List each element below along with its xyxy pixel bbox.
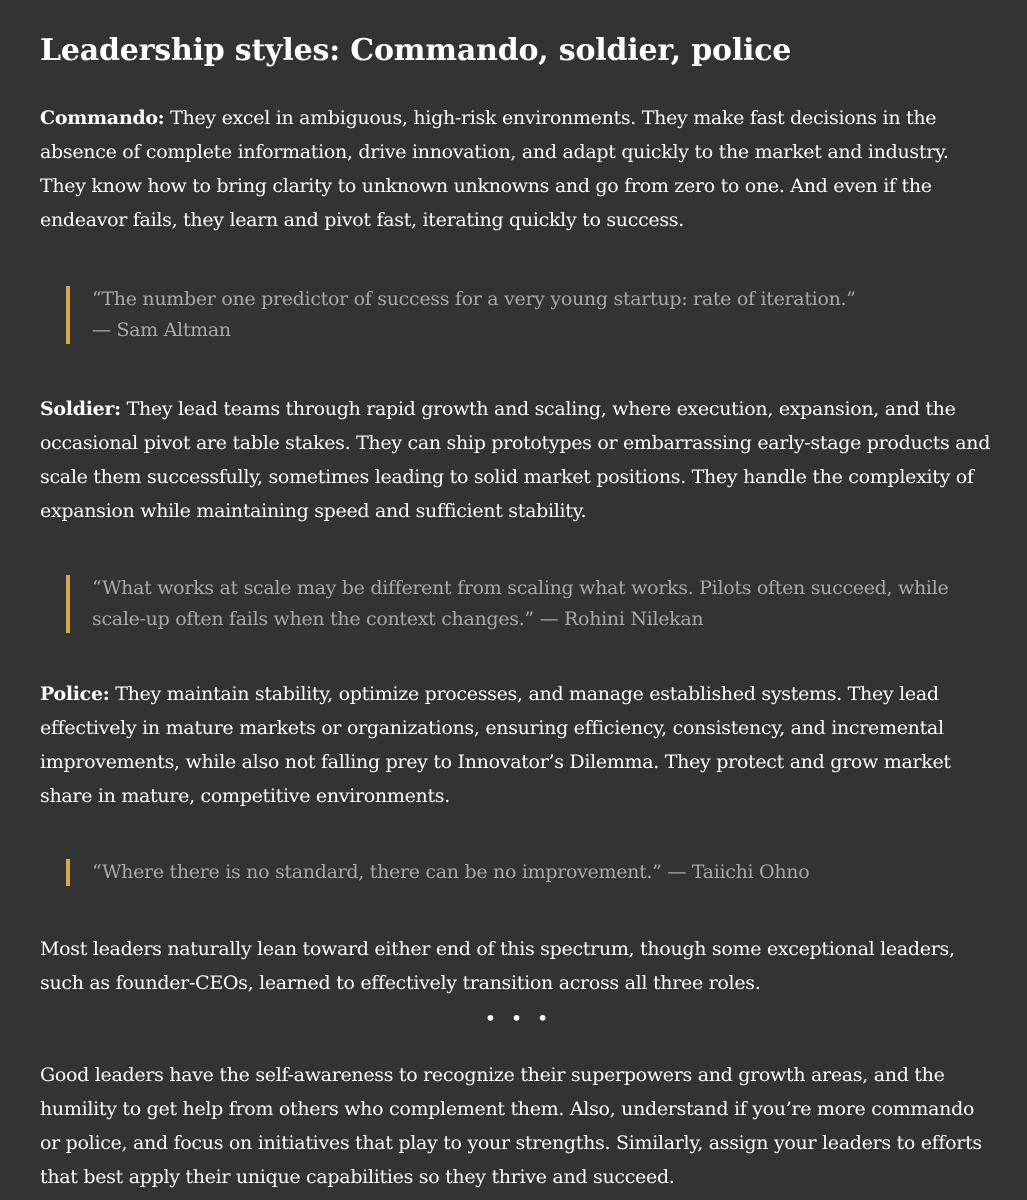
police-term: Police:: [40, 683, 110, 705]
quote-text: “What works at scale may be different from scaling what works. Pilots often succeed, while scale-up often fails when the context changes.”: [92, 577, 949, 630]
quote-author: — Taiichi Ohno: [667, 861, 810, 883]
commando-term: Commando:: [40, 107, 165, 129]
soldier-paragraph: [40, 392, 997, 528]
quote-bar: [66, 575, 70, 633]
police-paragraph: [40, 677, 997, 813]
summary-paragraph: Most leaders naturally lean toward either end of this spectrum, though some exceptional leaders, such as founder-CEOs, learned to effectively transition across all three roles.: [40, 938, 955, 994]
quote-bar: [66, 859, 70, 886]
article-title: Leadership styles: Commando, soldier, police: [40, 33, 792, 68]
quote-text: “Where there is no standard, there can be no improvement.”: [92, 861, 662, 883]
nilekan-quote: [66, 573, 997, 635]
closing-paragraph: Good leaders have the self-awareness to recognize their superpowers and growth areas, and the humility to get help from others who complement them. Also, understand if you’re more commando or police, and focus on initiatives that play to your strengths. Similarly, assign your leaders to efforts that best apply their unique capabilities so they thrive and succeed.: [40, 1064, 982, 1188]
police-text: They maintain stability, optimize processes, and manage established systems. They lead effectively in mature markets or organizations, ensuring efficiency, consistency, and incremental improvements, while also not falling prey to Innovator’s Dilemma. They protect and grow market share in mature, competitive environments.: [40, 683, 951, 807]
commando-text: They excel in ambiguous, high-risk environments. They make fast decisions in the absence of complete information, drive innovation, and adapt quickly to the market and industry. They know how to bring clarity to unknown unknowns and go from zero to one. And even if the endeavor fails, they learn and pivot fast, iterating quickly to success.: [40, 107, 949, 231]
quote-bar: [66, 286, 70, 344]
soldier-term: Soldier:: [40, 398, 121, 420]
section-divider: • • •: [484, 1006, 553, 1030]
quote-author: — Sam Altman: [92, 319, 231, 341]
soldier-text: They lead teams through rapid growth and scaling, where execution, expansion, and the occasional pivot are table stakes. They can ship prototypes or embarrassing early-stage products and scale them successfully, sometimes leading to solid market positions. They handle the complexity of expansion while maintaining speed and sufficient stability.: [40, 398, 991, 522]
ohno-quote: [66, 857, 997, 888]
quote-author: — Rohini Nilekan: [539, 608, 704, 630]
quote-text: “The number one predictor of success for a very young startup: rate of iteration.”: [92, 288, 856, 310]
commando-paragraph: [40, 101, 997, 237]
altman-quote: [66, 284, 997, 346]
